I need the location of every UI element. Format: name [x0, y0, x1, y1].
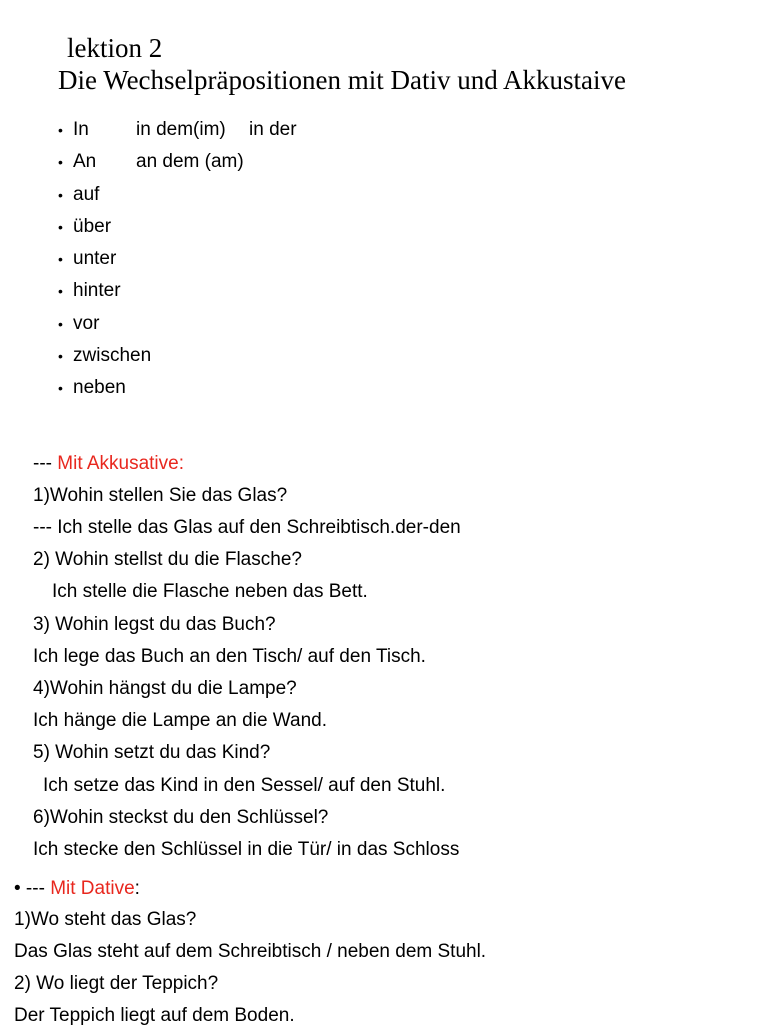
list-item	[58, 374, 297, 406]
akkusative-line: Ich hänge die Lampe an die Wand.	[33, 710, 327, 731]
akkusative-line: Ich lege das Buch an den Tisch/ auf den Tisch.	[33, 646, 426, 667]
preposition-list	[58, 116, 297, 407]
lesson-title: lektion 2	[67, 33, 163, 63]
akkusative-line: 5) Wohin setzt du das Kind?	[33, 742, 271, 763]
preposition-word: vor	[73, 312, 100, 334]
preposition-word: hinter	[73, 280, 121, 302]
bullet-icon: •	[58, 154, 63, 171]
preposition-form: an dem (am)	[136, 151, 244, 173]
dative-line: Das Glas steht auf dem Schreibtisch / neben dem Stuhl.	[14, 941, 487, 962]
preposition-word: An	[73, 151, 97, 173]
list-item	[58, 245, 297, 277]
akkusative-line: Ich setze das Kind in den Sessel/ auf den Stuhl.	[43, 775, 446, 796]
dative-heading	[14, 875, 140, 903]
bullet-icon: •	[58, 218, 63, 235]
preposition-word: In	[73, 119, 89, 140]
list-item	[58, 213, 297, 245]
akkusative-line: --- Ich stelle das Glas auf den Schreibtisch.der-den	[33, 517, 461, 538]
list-item	[58, 116, 297, 148]
akkusative-line: 3) Wohin legst du das Buch?	[33, 614, 276, 635]
bullet-icon: •	[58, 315, 63, 332]
list-item	[58, 310, 297, 342]
bullet-icon: •	[58, 380, 63, 397]
preposition-form: in dem(im)	[136, 119, 226, 140]
akkusative-line: 2) Wohin stellst du die Flasche?	[33, 549, 302, 570]
preposition-word: auf	[73, 183, 100, 205]
heading-suffix: :	[134, 878, 140, 899]
dative-line: 2) Wo liegt der Teppich?	[14, 973, 219, 994]
bullet-icon: •	[58, 186, 63, 203]
bullet-icon: •	[58, 122, 63, 138]
heading-prefix: ---	[33, 453, 58, 474]
list-item	[58, 277, 297, 309]
akkusative-line: Ich stecke den Schlüssel in die Tür/ in das Schloss	[33, 839, 460, 860]
bullet-icon: •	[58, 283, 63, 300]
heading-label: Mit Akkusative:	[57, 453, 184, 474]
heading-label: Mit Dative	[50, 878, 135, 899]
akkusative-line: Ich stelle die Flasche neben das Bett.	[52, 581, 368, 602]
preposition-word: neben	[73, 377, 126, 399]
lesson-subtitle: Die Wechselpräpositionen mit Dativ und Akkustaive	[58, 65, 626, 95]
heading-prefix: • ---	[14, 878, 51, 899]
list-item	[58, 148, 297, 180]
preposition-word: über	[73, 215, 112, 237]
dative-line: Der Teppich liegt auf dem Boden.	[14, 1005, 295, 1026]
akkusative-line: 1)Wohin stellen Sie das Glas?	[33, 485, 288, 506]
akkusative-heading	[33, 450, 184, 478]
list-item	[58, 181, 297, 213]
preposition-form: in der	[249, 119, 297, 140]
bullet-icon: •	[58, 348, 63, 365]
akkusative-line: 4)Wohin hängst du die Lampe?	[33, 678, 297, 699]
dative-line: 1)Wo steht das Glas?	[14, 909, 197, 930]
preposition-word: zwischen	[73, 345, 152, 367]
list-item	[58, 342, 297, 374]
bullet-icon: •	[58, 251, 63, 268]
preposition-word: unter	[73, 248, 117, 270]
akkusative-line: 6)Wohin steckst du den Schlüssel?	[33, 807, 329, 828]
